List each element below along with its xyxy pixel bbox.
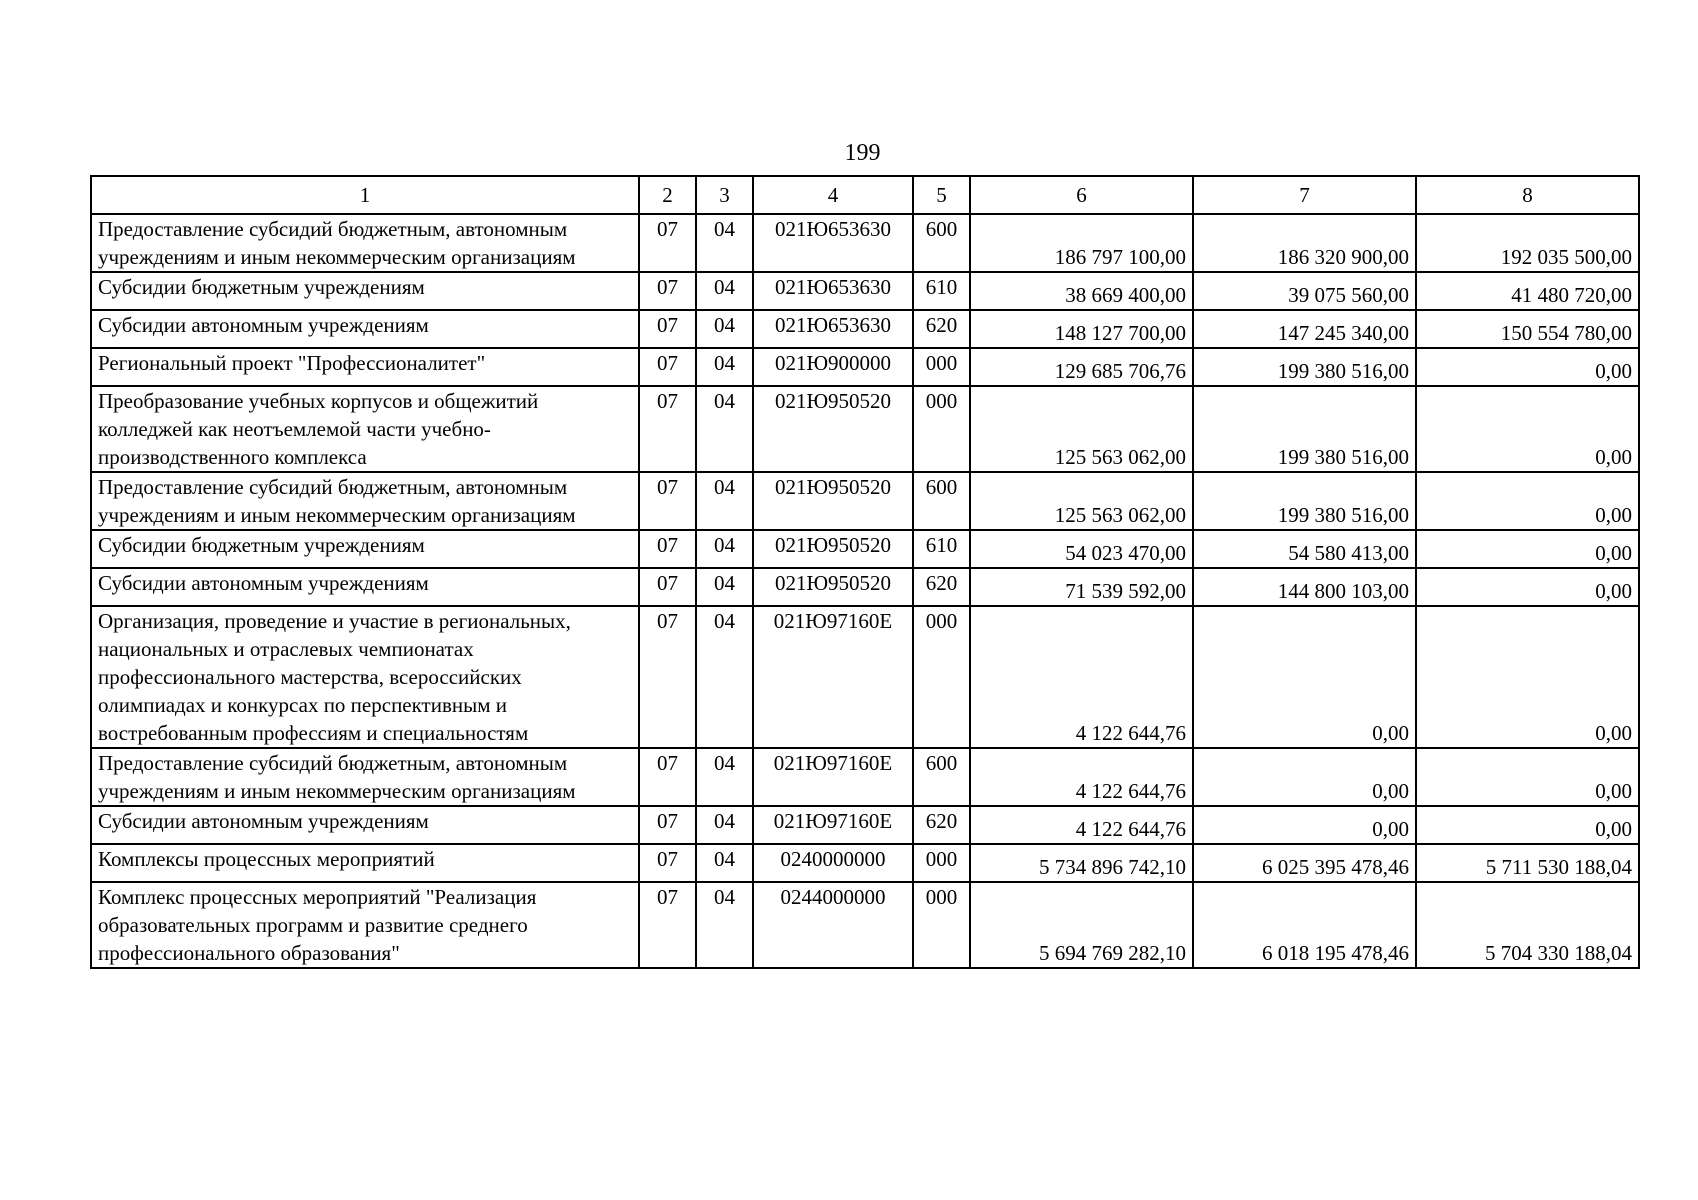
row-amount-3-cell: 5 711 530 188,04 [1416, 844, 1639, 882]
row-amount-2-cell: 6 025 395 478,46 [1193, 844, 1416, 882]
row-subsection-cell: 04 [696, 748, 753, 806]
row-section-cell: 07 [639, 310, 696, 348]
row-target-article-cell: 021Ю950520 [753, 530, 913, 568]
row-amount-2-cell: 0,00 [1193, 748, 1416, 806]
row-amount-3-cell: 0,00 [1416, 530, 1639, 568]
row-section-cell: 07 [639, 348, 696, 386]
row-target-article-cell: 021Ю900000 [753, 348, 913, 386]
row-name-cell: Субсидии автономным учреждениям [91, 310, 639, 348]
row-section-cell: 07 [639, 272, 696, 310]
row-amount-2-cell: 39 075 560,00 [1193, 272, 1416, 310]
row-target-article-cell: 021Ю97160Е [753, 606, 913, 748]
row-expense-type-cell: 600 [913, 748, 970, 806]
row-amount-3-cell: 0,00 [1416, 748, 1639, 806]
row-expense-type-cell: 620 [913, 310, 970, 348]
row-expense-type-cell: 000 [913, 386, 970, 472]
page-number: 199 [844, 140, 881, 166]
header-cell: 6 [970, 176, 1193, 214]
row-amount-1-cell: 129 685 706,76 [970, 348, 1193, 386]
header-cell: 1 [91, 176, 639, 214]
row-amount-2-cell: 147 245 340,00 [1193, 310, 1416, 348]
row-name-cell: Субсидии бюджетным учреждениям [91, 272, 639, 310]
row-amount-2-cell: 199 380 516,00 [1193, 386, 1416, 472]
row-amount-1-cell: 54 023 470,00 [970, 530, 1193, 568]
table-body [91, 214, 1639, 968]
row-amount-3-cell: 0,00 [1416, 348, 1639, 386]
row-amount-1-cell: 5 734 896 742,10 [970, 844, 1193, 882]
row-name-cell: Комплекс процессных мероприятий "Реализация образовательных программ и развитие среднего профессионального образования" [91, 882, 639, 968]
row-section-cell: 07 [639, 806, 696, 844]
row-amount-1-cell: 125 563 062,00 [970, 386, 1193, 472]
row-section-cell: 07 [639, 472, 696, 530]
row-expense-type-cell: 610 [913, 530, 970, 568]
header-cell: 3 [696, 176, 753, 214]
row-expense-type-cell: 000 [913, 882, 970, 968]
table-row [91, 272, 1639, 310]
row-target-article-cell: 021Ю950520 [753, 386, 913, 472]
table-row [91, 214, 1639, 272]
table-row [91, 530, 1639, 568]
row-target-article-cell: 021Ю97160Е [753, 748, 913, 806]
row-name-cell: Предоставление субсидий бюджетным, автономным учреждениям и иным некоммерческим организациям [91, 748, 639, 806]
row-target-article-cell: 021Ю653630 [753, 272, 913, 310]
header-cell: 2 [639, 176, 696, 214]
row-subsection-cell: 04 [696, 882, 753, 968]
table-row [91, 806, 1639, 844]
row-expense-type-cell: 620 [913, 568, 970, 606]
row-target-article-cell: 021Ю653630 [753, 214, 913, 272]
row-name-cell: Предоставление субсидий бюджетным, автономным учреждениям и иным некоммерческим организациям [91, 214, 639, 272]
row-target-article-cell: 021Ю950520 [753, 472, 913, 530]
row-amount-1-cell: 186 797 100,00 [970, 214, 1193, 272]
row-section-cell: 07 [639, 882, 696, 968]
row-subsection-cell: 04 [696, 530, 753, 568]
row-amount-2-cell: 186 320 900,00 [1193, 214, 1416, 272]
row-amount-3-cell: 0,00 [1416, 386, 1639, 472]
row-section-cell: 07 [639, 568, 696, 606]
row-name-cell: Региональный проект "Профессионалитет" [91, 348, 639, 386]
row-subsection-cell: 04 [696, 386, 753, 472]
row-subsection-cell: 04 [696, 272, 753, 310]
row-amount-3-cell: 0,00 [1416, 806, 1639, 844]
row-expense-type-cell: 000 [913, 348, 970, 386]
row-subsection-cell: 04 [696, 348, 753, 386]
row-amount-1-cell: 4 122 644,76 [970, 806, 1193, 844]
row-expense-type-cell: 610 [913, 272, 970, 310]
table-row [91, 606, 1639, 748]
row-section-cell: 07 [639, 214, 696, 272]
row-subsection-cell: 04 [696, 214, 753, 272]
table-row [91, 568, 1639, 606]
row-name-cell: Субсидии автономным учреждениям [91, 568, 639, 606]
row-subsection-cell: 04 [696, 606, 753, 748]
row-name-cell: Предоставление субсидий бюджетным, автономным учреждениям и иным некоммерческим организациям [91, 472, 639, 530]
table-row [91, 310, 1639, 348]
row-amount-2-cell: 144 800 103,00 [1193, 568, 1416, 606]
row-amount-2-cell: 6 018 195 478,46 [1193, 882, 1416, 968]
row-target-article-cell: 0244000000 [753, 882, 913, 968]
row-amount-3-cell: 5 704 330 188,04 [1416, 882, 1639, 968]
row-target-article-cell: 021Ю97160Е [753, 806, 913, 844]
row-amount-2-cell: 54 580 413,00 [1193, 530, 1416, 568]
row-expense-type-cell: 000 [913, 606, 970, 748]
row-amount-1-cell: 71 539 592,00 [970, 568, 1193, 606]
row-expense-type-cell: 620 [913, 806, 970, 844]
row-amount-3-cell: 41 480 720,00 [1416, 272, 1639, 310]
row-expense-type-cell: 600 [913, 472, 970, 530]
row-amount-1-cell: 38 669 400,00 [970, 272, 1193, 310]
row-amount-2-cell: 0,00 [1193, 606, 1416, 748]
row-target-article-cell: 021Ю653630 [753, 310, 913, 348]
row-amount-3-cell: 0,00 [1416, 606, 1639, 748]
table-row [91, 882, 1639, 968]
row-section-cell: 07 [639, 844, 696, 882]
header-cell: 4 [753, 176, 913, 214]
row-section-cell: 07 [639, 748, 696, 806]
table-row [91, 386, 1639, 472]
row-name-cell: Субсидии бюджетным учреждениям [91, 530, 639, 568]
row-amount-2-cell: 199 380 516,00 [1193, 472, 1416, 530]
row-subsection-cell: 04 [696, 472, 753, 530]
row-name-cell: Преобразование учебных корпусов и общежитий колледжей как неотъемлемой части учебно-производственного комплекса [91, 386, 639, 472]
table-header-row [91, 176, 1639, 214]
row-name-cell: Субсидии автономным учреждениям [91, 806, 639, 844]
table-row [91, 748, 1639, 806]
table-row [91, 472, 1639, 530]
row-amount-1-cell: 4 122 644,76 [970, 748, 1193, 806]
table-row [91, 348, 1639, 386]
row-target-article-cell: 0240000000 [753, 844, 913, 882]
row-section-cell: 07 [639, 386, 696, 472]
header-cell: 7 [1193, 176, 1416, 214]
row-expense-type-cell: 000 [913, 844, 970, 882]
row-name-cell: Организация, проведение и участие в региональных, национальных и отраслевых чемпионатах профессионального мастерства, всероссийских олимпиадах и конкурсах по перспективным и востребованным профессиям и специальностям [91, 606, 639, 748]
budget-table [90, 175, 1640, 969]
header-cell: 8 [1416, 176, 1639, 214]
row-amount-3-cell: 150 554 780,00 [1416, 310, 1639, 348]
row-amount-1-cell: 5 694 769 282,10 [970, 882, 1193, 968]
row-amount-3-cell: 0,00 [1416, 568, 1639, 606]
row-section-cell: 07 [639, 530, 696, 568]
row-amount-3-cell: 0,00 [1416, 472, 1639, 530]
row-section-cell: 07 [639, 606, 696, 748]
row-amount-2-cell: 199 380 516,00 [1193, 348, 1416, 386]
row-subsection-cell: 04 [696, 310, 753, 348]
row-subsection-cell: 04 [696, 844, 753, 882]
row-amount-1-cell: 4 122 644,76 [970, 606, 1193, 748]
row-amount-1-cell: 148 127 700,00 [970, 310, 1193, 348]
row-name-cell: Комплексы процессных мероприятий [91, 844, 639, 882]
row-target-article-cell: 021Ю950520 [753, 568, 913, 606]
table-row [91, 844, 1639, 882]
header-cell: 5 [913, 176, 970, 214]
row-amount-2-cell: 0,00 [1193, 806, 1416, 844]
row-amount-1-cell: 125 563 062,00 [970, 472, 1193, 530]
row-expense-type-cell: 600 [913, 214, 970, 272]
row-amount-3-cell: 192 035 500,00 [1416, 214, 1639, 272]
row-subsection-cell: 04 [696, 568, 753, 606]
row-subsection-cell: 04 [696, 806, 753, 844]
